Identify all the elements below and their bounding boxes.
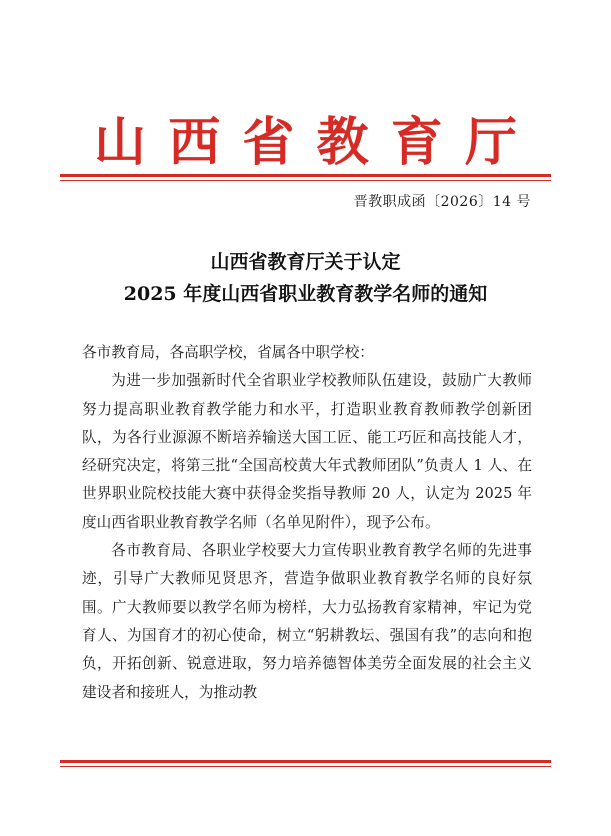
masthead-title xyxy=(60,108,551,178)
footer-divider xyxy=(60,760,551,767)
masthead-char: 省 xyxy=(242,112,295,173)
masthead-char: 西 xyxy=(168,112,221,173)
masthead-char: 厅 xyxy=(464,112,517,173)
document-number: 晋教职成函〔2026〕14 号 xyxy=(353,194,531,210)
document-title xyxy=(60,246,551,310)
document-body xyxy=(82,339,532,707)
masthead-char: 育 xyxy=(390,112,443,173)
title-line-2: 2025 年度山西省职业教育教学名师的通知 xyxy=(123,283,488,305)
body-paragraph-1: 为进一步加强新时代全省职业学校教师队伍建设，鼓励广大教师努力提高职业教育教学能力和水平，打造职业教育教师教学创新团队，为各行业源源不断培养输送大国工匠、能工巧匠和高技能人才，经研究决定，将第三批“全国高校黄大年式教师团队”负责人 1 人、在世界职业院校技能大赛中获得金奖指导教师 20 人，认定为 2025 年度山西省职业教育教学名师（名单见附件），现予公布。 xyxy=(82,372,532,531)
body-paragraph-2: 各市教育局、各职业学校要大力宣传职业教育教学名师的先进事迹，引导广大教师见贤思齐，营造争做职业教育教学名师的良好氛围。广大教师要以教学名师为榜样，大力弘扬教育家精神，牢记为党育人、为国育才的初心使命，树立“躬耕教坛、强国有我”的志向和抱负，开拓创新、锐意进取，努力培养德智体美劳全面发展的社会主义建设者和接班人，为推动教 xyxy=(82,542,532,701)
title-line-1: 山西省教育厅关于认定 xyxy=(210,251,401,273)
masthead-char: 教 xyxy=(316,112,369,173)
salutation: 各市教育局，各高职学校，省属各中职学校： xyxy=(82,344,374,361)
masthead-char: 山 xyxy=(94,112,147,173)
masthead-divider xyxy=(60,174,551,181)
